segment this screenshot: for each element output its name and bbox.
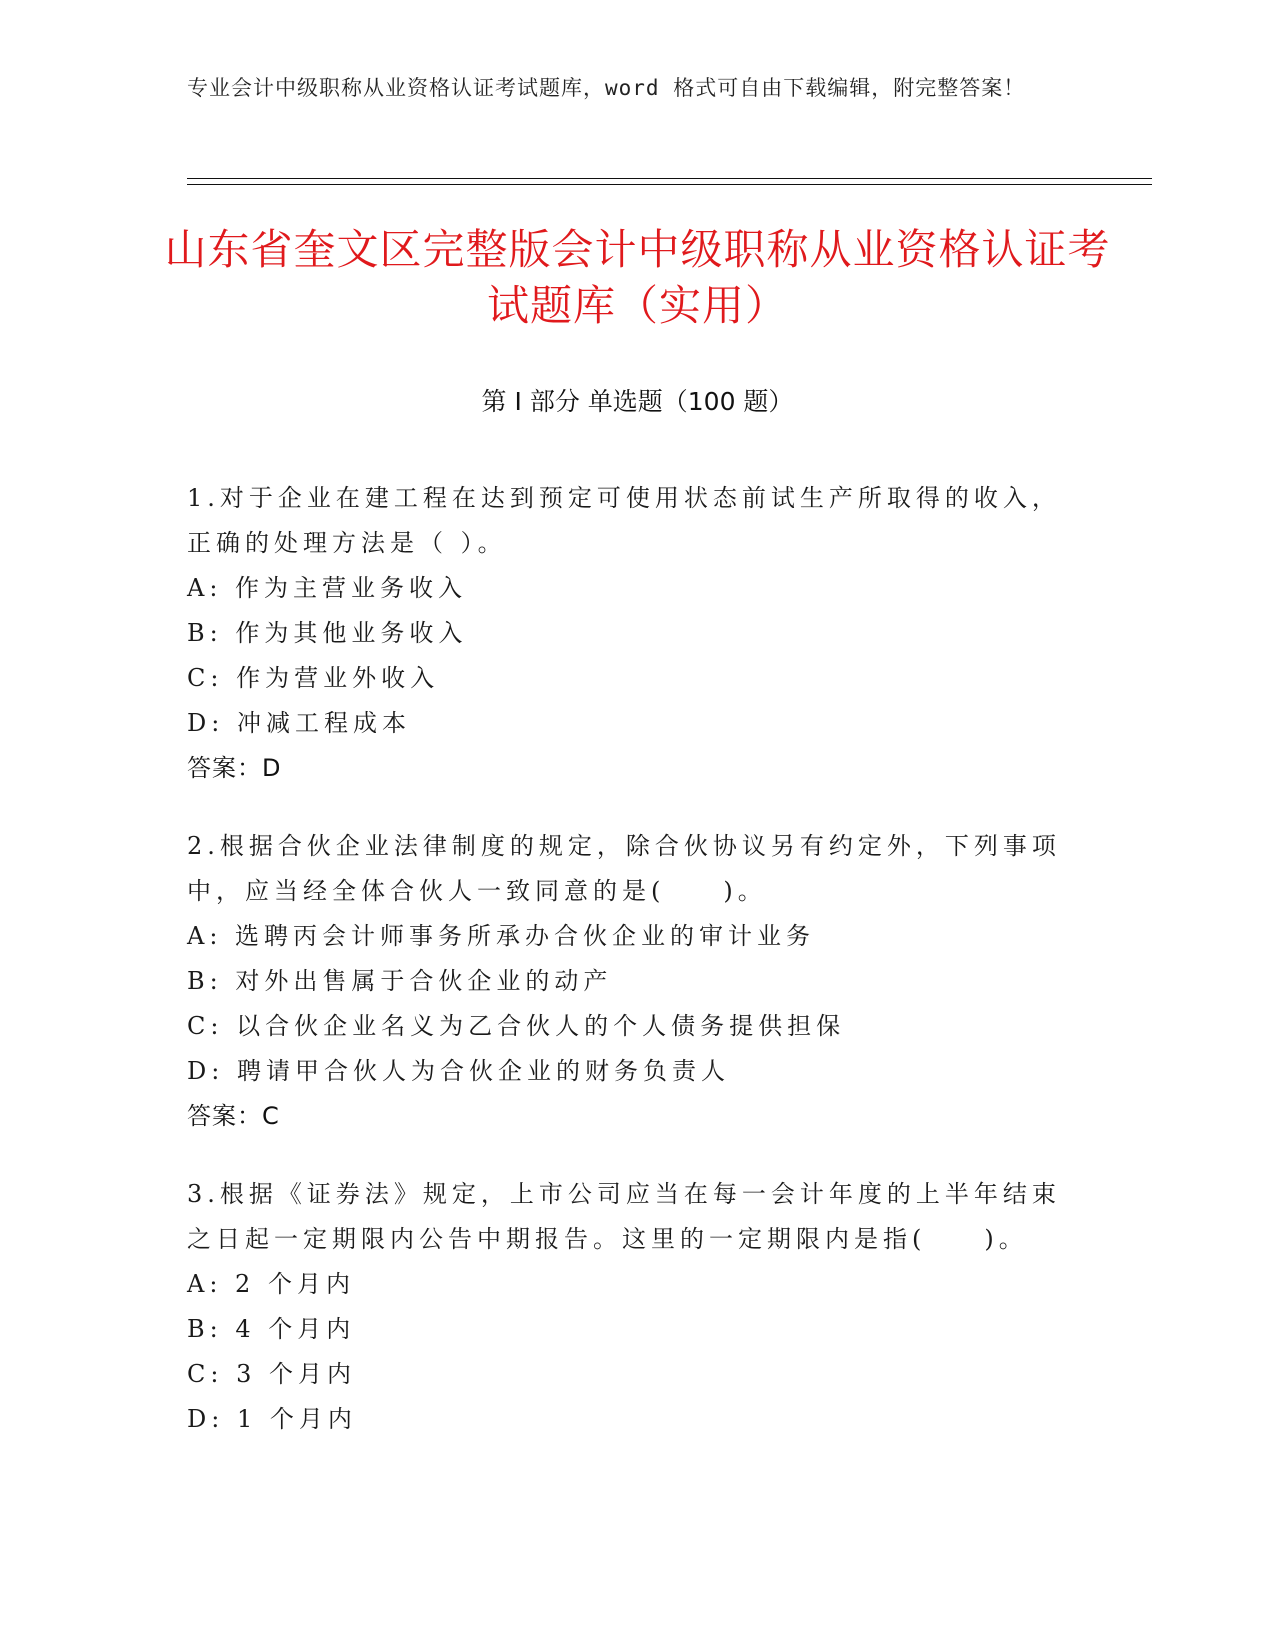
option-b: B: 4 个月内 — [187, 1315, 356, 1343]
option-a: A: 选聘丙会计师事务所承办合伙企业的审计业务 — [187, 922, 816, 950]
document-title: 山东省奎文区完整版会计中级职称从业资格认证考试题库（实用） — [164, 225, 1111, 330]
option-c: C: 3 个月内 — [187, 1360, 356, 1388]
answer: 答案：C — [187, 1102, 280, 1130]
option-a: A: 作为主营业务收入 — [187, 574, 468, 602]
question-2 — [187, 824, 1067, 1139]
question-text: 3.根据《证券法》规定，上市公司应当在每一会计年度的上半年结束之日起一定期限内公告中期报告。这里的一定期限内是指( )。 — [187, 1180, 1061, 1253]
question-3 — [187, 1172, 1067, 1442]
question-text: 1.对于企业在建工程在达到预定可使用状态前试生产所取得的收入，正确的处理方法是（ ）。 — [187, 484, 1061, 557]
header-note: 专业会计中级职称从业资格认证考试题库，word 格式可自由下载编辑，附完整答案！ — [187, 76, 1026, 100]
option-b: B: 作为其他业务收入 — [187, 619, 468, 647]
question-list — [187, 476, 1067, 1475]
option-a: A: 2 个月内 — [187, 1270, 355, 1298]
option-d: D: 1 个月内 — [187, 1405, 357, 1433]
answer: 答案：D — [187, 754, 282, 782]
section-title: 第 I 部分 单选题（100 题） — [481, 387, 794, 416]
option-d: D: 冲减工程成本 — [187, 709, 411, 737]
option-d: D: 聘请甲合伙人为合伙企业的财务负责人 — [187, 1057, 730, 1085]
question-1 — [187, 476, 1067, 791]
option-c: C: 作为营业外收入 — [187, 664, 440, 692]
header-divider-bottom — [187, 184, 1152, 185]
header-divider-top — [187, 178, 1152, 179]
option-b: B: 对外出售属于合伙企业的动产 — [187, 967, 613, 995]
question-text: 2.根据合伙企业法律制度的规定，除合伙协议另有约定外，下列事项中，应当经全体合伙人一致同意的是( )。 — [187, 832, 1061, 905]
option-c: C: 以合伙企业名义为乙合伙人的个人债务提供担保 — [187, 1012, 846, 1040]
